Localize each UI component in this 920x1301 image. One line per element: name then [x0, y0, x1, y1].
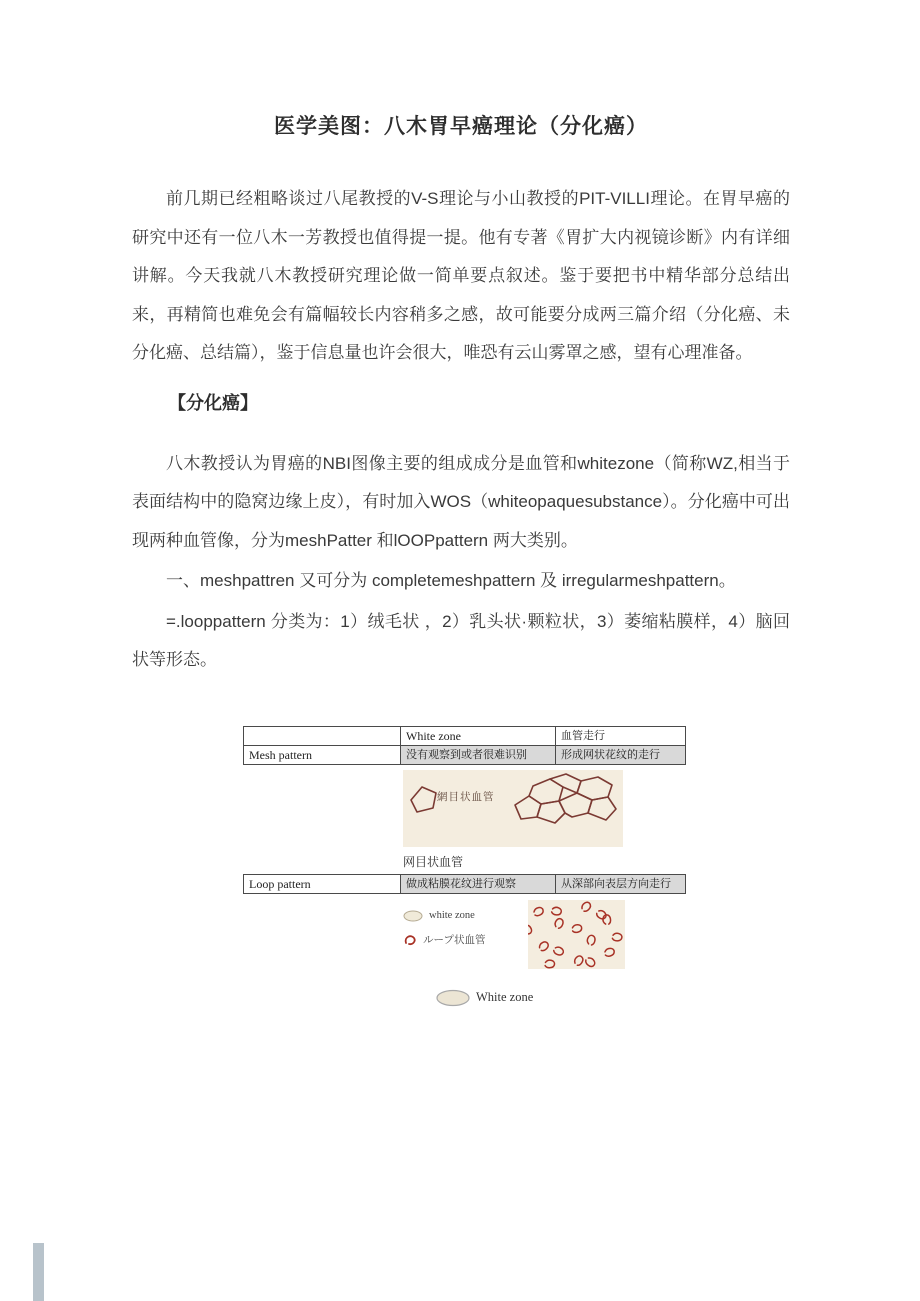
mesh-vessel-value: 形成网状花纹的走行: [555, 746, 686, 764]
section-header-differentiated: 【分化癌】: [168, 392, 258, 413]
mesh-illustration-row: [243, 765, 686, 874]
loop-illustration-cell: [400, 894, 686, 973]
loop-legend: [403, 900, 528, 969]
mesh-illustration-cell: [400, 765, 686, 874]
loop-legend-vessel: [403, 928, 528, 952]
paragraph-looppattern: =.looppattern 分类为：1）绒毛状 ，2）乳头状·颗粒状，3）萎缩粘膜样，4）脑回状等形态。: [132, 611, 790, 669]
white-zone-blob-icon: [403, 910, 423, 922]
mesh-vessels-icon: [403, 770, 623, 847]
loop-vessels-icon: [528, 900, 625, 969]
pattern-comparison-table: [243, 726, 686, 1007]
loop-pattern-label: Loop pattern: [243, 875, 400, 893]
loop-illustration-spacer: [243, 894, 400, 973]
loop-vessel-icon: [403, 933, 417, 947]
page-title: 医学美图：八木胃早癌理论（分化癌）: [274, 115, 648, 138]
loop-white-zone-value: 做成粘膜花纹进行观察: [400, 875, 555, 893]
mesh-pattern-label: Mesh pattern: [243, 746, 400, 764]
loop-pattern-row: [243, 874, 686, 894]
mesh-caption: 网目状血管: [403, 854, 464, 869]
paragraph-intro: 前几期已经粗略谈过八尾教授的V-S理论与小山教授的PIT-VILLI理论。在胃早癌的研究中还有一位八木一芳教授也值得提一提。他有专著《胃扩大内视镜诊断》内有详细讲解。今天我就八木教授研究理论做一简单要点叙述。鉴于要把书中精华部分总结出来，再精简也难免会有篇幅较长内容稍多之感，故可能要分成两三篇介绍（分化癌、未分化癌、总结篇），鉴于信息量也许会很大，唯恐有云山雾罩之感，望有心理准备。: [132, 189, 790, 362]
mesh-inner-label: 網目状血管: [437, 790, 495, 803]
header-empty-cell: [243, 727, 400, 745]
loop-vessel-value: 从深部向表层方向走行: [555, 875, 686, 893]
header-vessel-course: 血管走行: [555, 727, 686, 745]
mesh-illustration-spacer: [243, 765, 400, 874]
paragraph-nbi: 八木教授认为胃癌的NBI图像主要的组成成分是血管和whitezone（简称WZ,相当于表面结构中的隐窝边缘上皮），有时加入WOS（whiteopaquesubstance）。分化癌中可出现两种血管像，分为meshPatter 和lOOPpattern 两大类别。: [132, 453, 790, 550]
mesh-white-zone-value: 没有观察到或者很难识别: [400, 746, 555, 764]
page-corner-artifact: [33, 1243, 44, 1301]
white-zone-legend-row: [243, 989, 686, 1007]
white-zone-oval-icon: [435, 989, 471, 1007]
table-header-row: [243, 726, 686, 746]
loop-legend-white-zone: [403, 904, 528, 928]
white-zone-bottom-label: White zone: [476, 990, 534, 1004]
mesh-vessels-drawing: [403, 770, 623, 847]
loop-white-zone-label: white zone: [429, 910, 475, 921]
header-white-zone: White zone: [400, 727, 555, 745]
loop-illustration-row: [243, 894, 686, 973]
paragraph-meshpattern: 一、meshpattren 又可分为 completemeshpattern 及 irregularmeshpattern。: [166, 571, 736, 590]
mesh-pattern-row: [243, 746, 686, 765]
loop-vessels-drawing: [528, 900, 625, 969]
loop-vessel-label: ループ状血管: [423, 934, 486, 946]
